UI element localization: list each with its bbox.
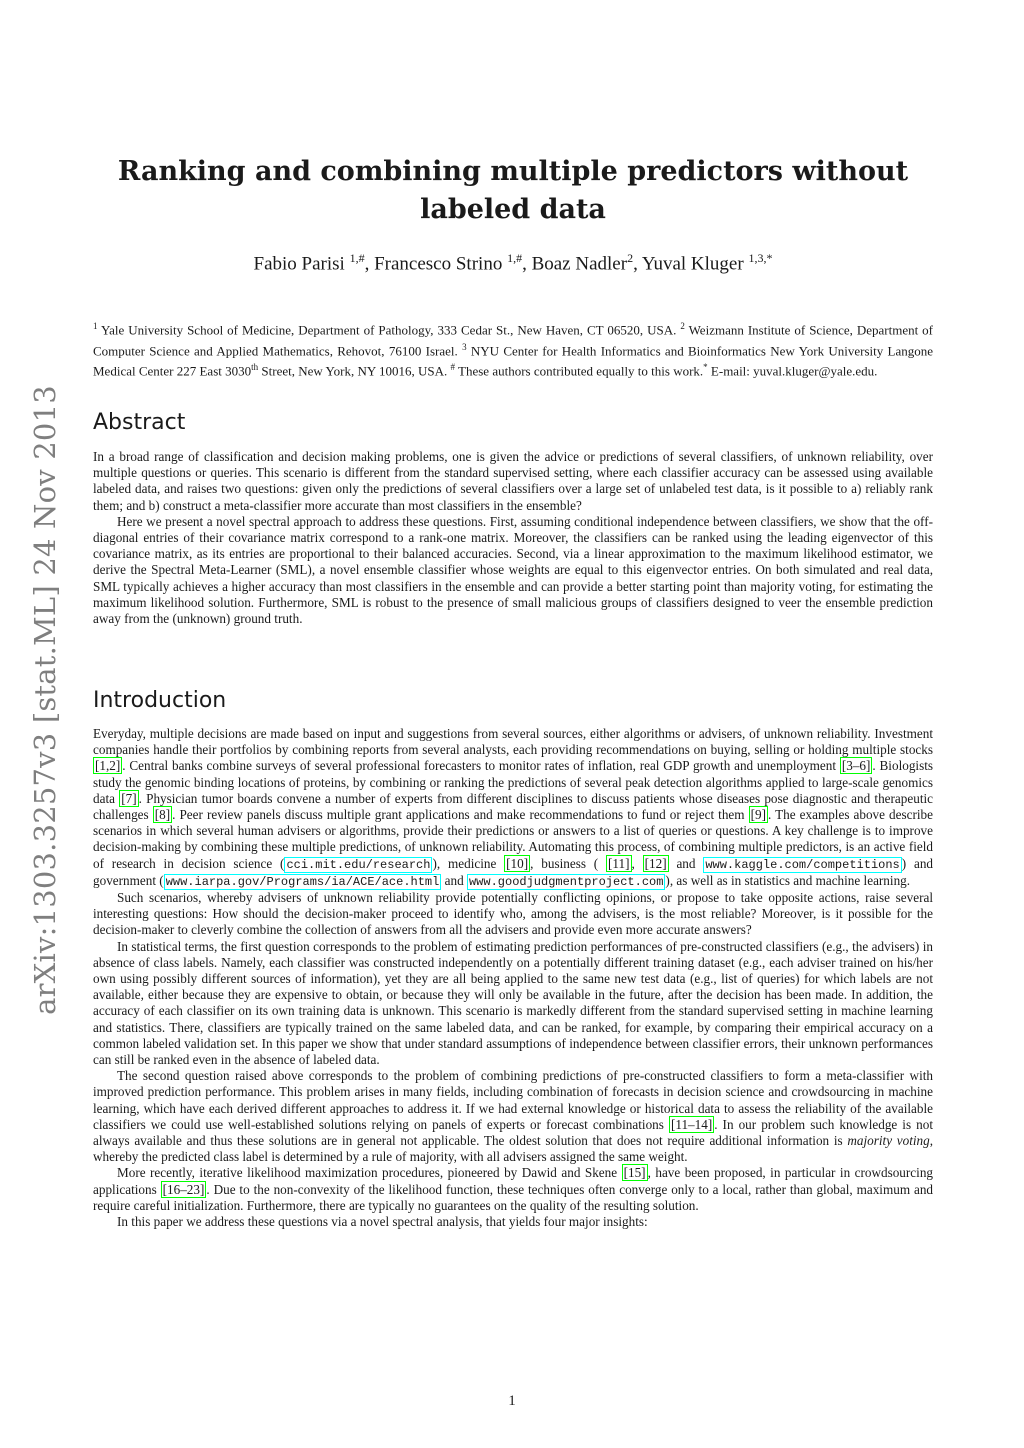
citation-link[interactable]: [3–6] xyxy=(841,758,871,774)
abstract-paragraph: Here we present a novel spectral approach to address these questions. First, assuming conditional independence between classifiers, we show that the off-diagonal entries of their covariance matrix correspond to a rank-one matrix. Moreover, the classifiers can be ranked using the leading eigenvector of this covariance matrix, as its entries are proportional to their balanced accuracies. Second, via a linear approximation to the maximum likelihood estimator, we derive the Spectral Meta-Learner (SML), a novel ensemble classifier whose weights are equal to this eigenvector entries. On both simulated and real data, SML typically achieves a higher accuracy than most classifiers in the ensemble and can provide a better starting point than majority voting, for estimating the maximum likelihood solution. Furthermore, SML is robust to the presence of small malicious groups of classifiers designed to veer the ensemble prediction away from the (unknown) ground truth. xyxy=(93,513,933,627)
introduction-heading: Introduction xyxy=(93,688,227,713)
abstract-heading: Abstract xyxy=(93,410,186,435)
author-affiliation-mark: 1,# xyxy=(507,251,523,265)
citation-link[interactable]: [15] xyxy=(623,1165,646,1181)
arxiv-identifier xyxy=(10,300,80,1100)
paper-title: Ranking and combining multiple predictors without labeled data xyxy=(117,156,909,225)
url-link[interactable]: cci.mit.edu/research xyxy=(286,857,431,872)
abstract-paragraph: In a broad range of classification and decision making problems, one is given the advice or predictions of several classifiers, of unknown reliability, over multiple questions or queries. This scenario is different from the standard supervised setting, where each classifier accuracy can be assessed using available labeled data, and raises two questions: given only the predictions of several classifiers over a large set of unlabeled test data, is it possible to a) reliably rank them; and b) construct a meta-classifier more accurate than most classifiers in the ensemble? xyxy=(93,449,933,513)
url-link[interactable]: www.goodjudgmentproject.com xyxy=(468,874,664,889)
citation-link[interactable]: [1,2] xyxy=(95,758,121,774)
introduction-body xyxy=(93,726,933,1230)
citation-link[interactable]: [16–23] xyxy=(162,1181,205,1197)
introduction-paragraph: In this paper we address these questions via a novel spectral analysis, that yields four major insights: xyxy=(117,1214,648,1230)
introduction-paragraph: More recently, iterative likelihood maximization procedures, pioneered by Dawid and Skene [15] , have been proposed, in particular in crowdsourcing applications [16–23] . Due to the non-convexity of the likelihood function, these techniques often converge only to a local, rather than global, maximum and require careful initialization. Furthermore, there are typically no guarantees on the quality of the resulting solution. xyxy=(93,1165,934,1213)
author-affiliation-mark: 1,# xyxy=(349,251,365,265)
citation-link[interactable]: [7] xyxy=(121,790,137,806)
author-affiliation-mark: 2 xyxy=(627,251,634,265)
abstract-body xyxy=(93,449,933,627)
url-link[interactable]: www.kaggle.com/competitions xyxy=(705,857,900,872)
introduction-paragraph: The second question raised above corresponds to the problem of combining predictions of pre-constructed classifiers to form a meta-classifier with improved prediction performance. This problem arises in many fields, including combination of forecasts in decision science and crowdsourcing in machine learning, which have each derived different approaches to address it. If we had external knowledge or historical data to assess the reliability of the available classifiers we could use well-established solutions relying on panels of experts or forecast combinations [11–14] . In our problem such knowledge is not always available and thus these solutions are in general not applicable. The oldest solution that does not require additional information is majority voting, whereby the predicted class label is determined by a rule of majority, with all advisers assigned the same weight. xyxy=(93,1068,934,1165)
introduction-paragraph: In statistical terms, the first question corresponds to the problem of estimating prediction performances of pre-constructed classifiers (e.g., the advisers) in absence of class labels. Namely, each classifier was constructed independently on a potentially different training dataset (e.g., each adviser trained on his/her own using possibly different sources of information), yet they are all being applied to the same new test data (e.g., list of queries) for which labels are not available, either because they are expensive to obtain, or because they will only be available in the future, after the decision has been made. In addition, the accuracy of each classifier on its own training data is unknown. This scenario is markedly different from the standard supervised setting in machine learning and statistics. There, classifiers are typically trained on the same labeled data, and can be ranked, for example, by comparing their empirical accuracy on a common labeled validation set. In this paper we show that under standard assumptions of independence between classifier errors, their unknown performances can still be ranked even in the absence of labeled data. xyxy=(93,938,933,1068)
author-name: Yuval Kluger xyxy=(641,253,744,275)
page-number: 1 xyxy=(508,1393,516,1409)
citation-link[interactable]: [8] xyxy=(154,807,171,823)
citation-link[interactable]: [11–14] xyxy=(670,1116,713,1132)
introduction-paragraph: Such scenarios, whereby advisers of unknown reliability provide potentially conflicting opinions, or propose to take opposite actions, raise several interesting questions: How should the decision-maker proceed to identify who, among the advisers, is the most reliable? Moreover, is it possible for the decision-maker to cleverly combine the collection of answers from all the advisers and provide even more accurate answers? xyxy=(93,890,933,938)
citation-link[interactable]: [10] xyxy=(506,855,529,871)
affiliations: $^1$ Yale University School of Medicine, Department of Pathology, 333 Cedar St., New Haven, CT 06520, USA. $^2$ Weizmann Institute of Science, Department of Computer Science and Applied Mathematics, Rehovot, 76100 Israel. $^3$ NYU Center for Health Informatics and Bioinformatics New York University Langone Medical Center 227 East 3030th Street, New York, NY 10016, USA. # These authors contributed equally to this work.* E-mail: yuval.kluger@yale.edu. xyxy=(93,321,934,379)
citation-link[interactable]: [12] xyxy=(644,855,667,871)
citation-link[interactable]: [9] xyxy=(750,807,766,823)
citation-link[interactable]: [11] xyxy=(608,855,630,871)
author-name: Francesco Strino xyxy=(374,253,503,275)
author-name: Boaz Nadler xyxy=(531,253,628,275)
author-affiliation-mark: 1,3,* xyxy=(748,251,773,265)
author-list: Fabio Parisi $^{1,\#}$, Francesco Strino $^{1,\#}$, Boaz Nadler$^2$, Yuval Kluger $^{1,3,*}$ xyxy=(253,251,773,275)
author-name: Fabio Parisi xyxy=(253,253,345,275)
introduction-paragraph: Everyday, multiple decisions are made based on input and suggestions from several sources, either algorithms or advisers, of unknown reliability. Investment companies handle their portfolios by combining reports from several analysts, each providing recommendations on buying, selling or holding multiple stocks [1,2] . Central banks combine surveys of several professional forecasters to monitor rates of inflation, real GDP growth and unemployment [3–6] . Biologists study the genomic binding locations of proteins, by combining or ranking the predictions of several peak detection algorithms applied to large-scale genomics data [7] . Physician tumor boards convene a number of experts from different disciplines to discuss patients whose diseases pose diagnostic and therapeutic challenges [8] . Peer review panels discuss multiple grant applications and make recommendations to fund or reject them [9] . The examples above describe scenarios in which several human advisers or algorithms, provide their predictions or answers to a list of queries or questions. A key challenge is to improve decision-making by combining these multiple predictions, of unknown reliability. Automating this process, of combining multiple predictors, is an active field of research in decision science ( cci.mit.edu/research ), medicine [10] , business ( [11] , [12] and www.kaggle.com/competitions ) and government ( www.iarpa.gov/Programs/ia/ACE/ace.html and www.goodjudgmentproject.com ), as well as in statistics and machine learning. xyxy=(93,726,934,889)
url-link[interactable]: www.iarpa.gov/Programs/ia/ACE/ace.html xyxy=(165,874,440,889)
arxiv-identifier-text: arXiv:1303.3257v3 [stat.ML] 24 Nov 2013 xyxy=(28,385,62,1015)
